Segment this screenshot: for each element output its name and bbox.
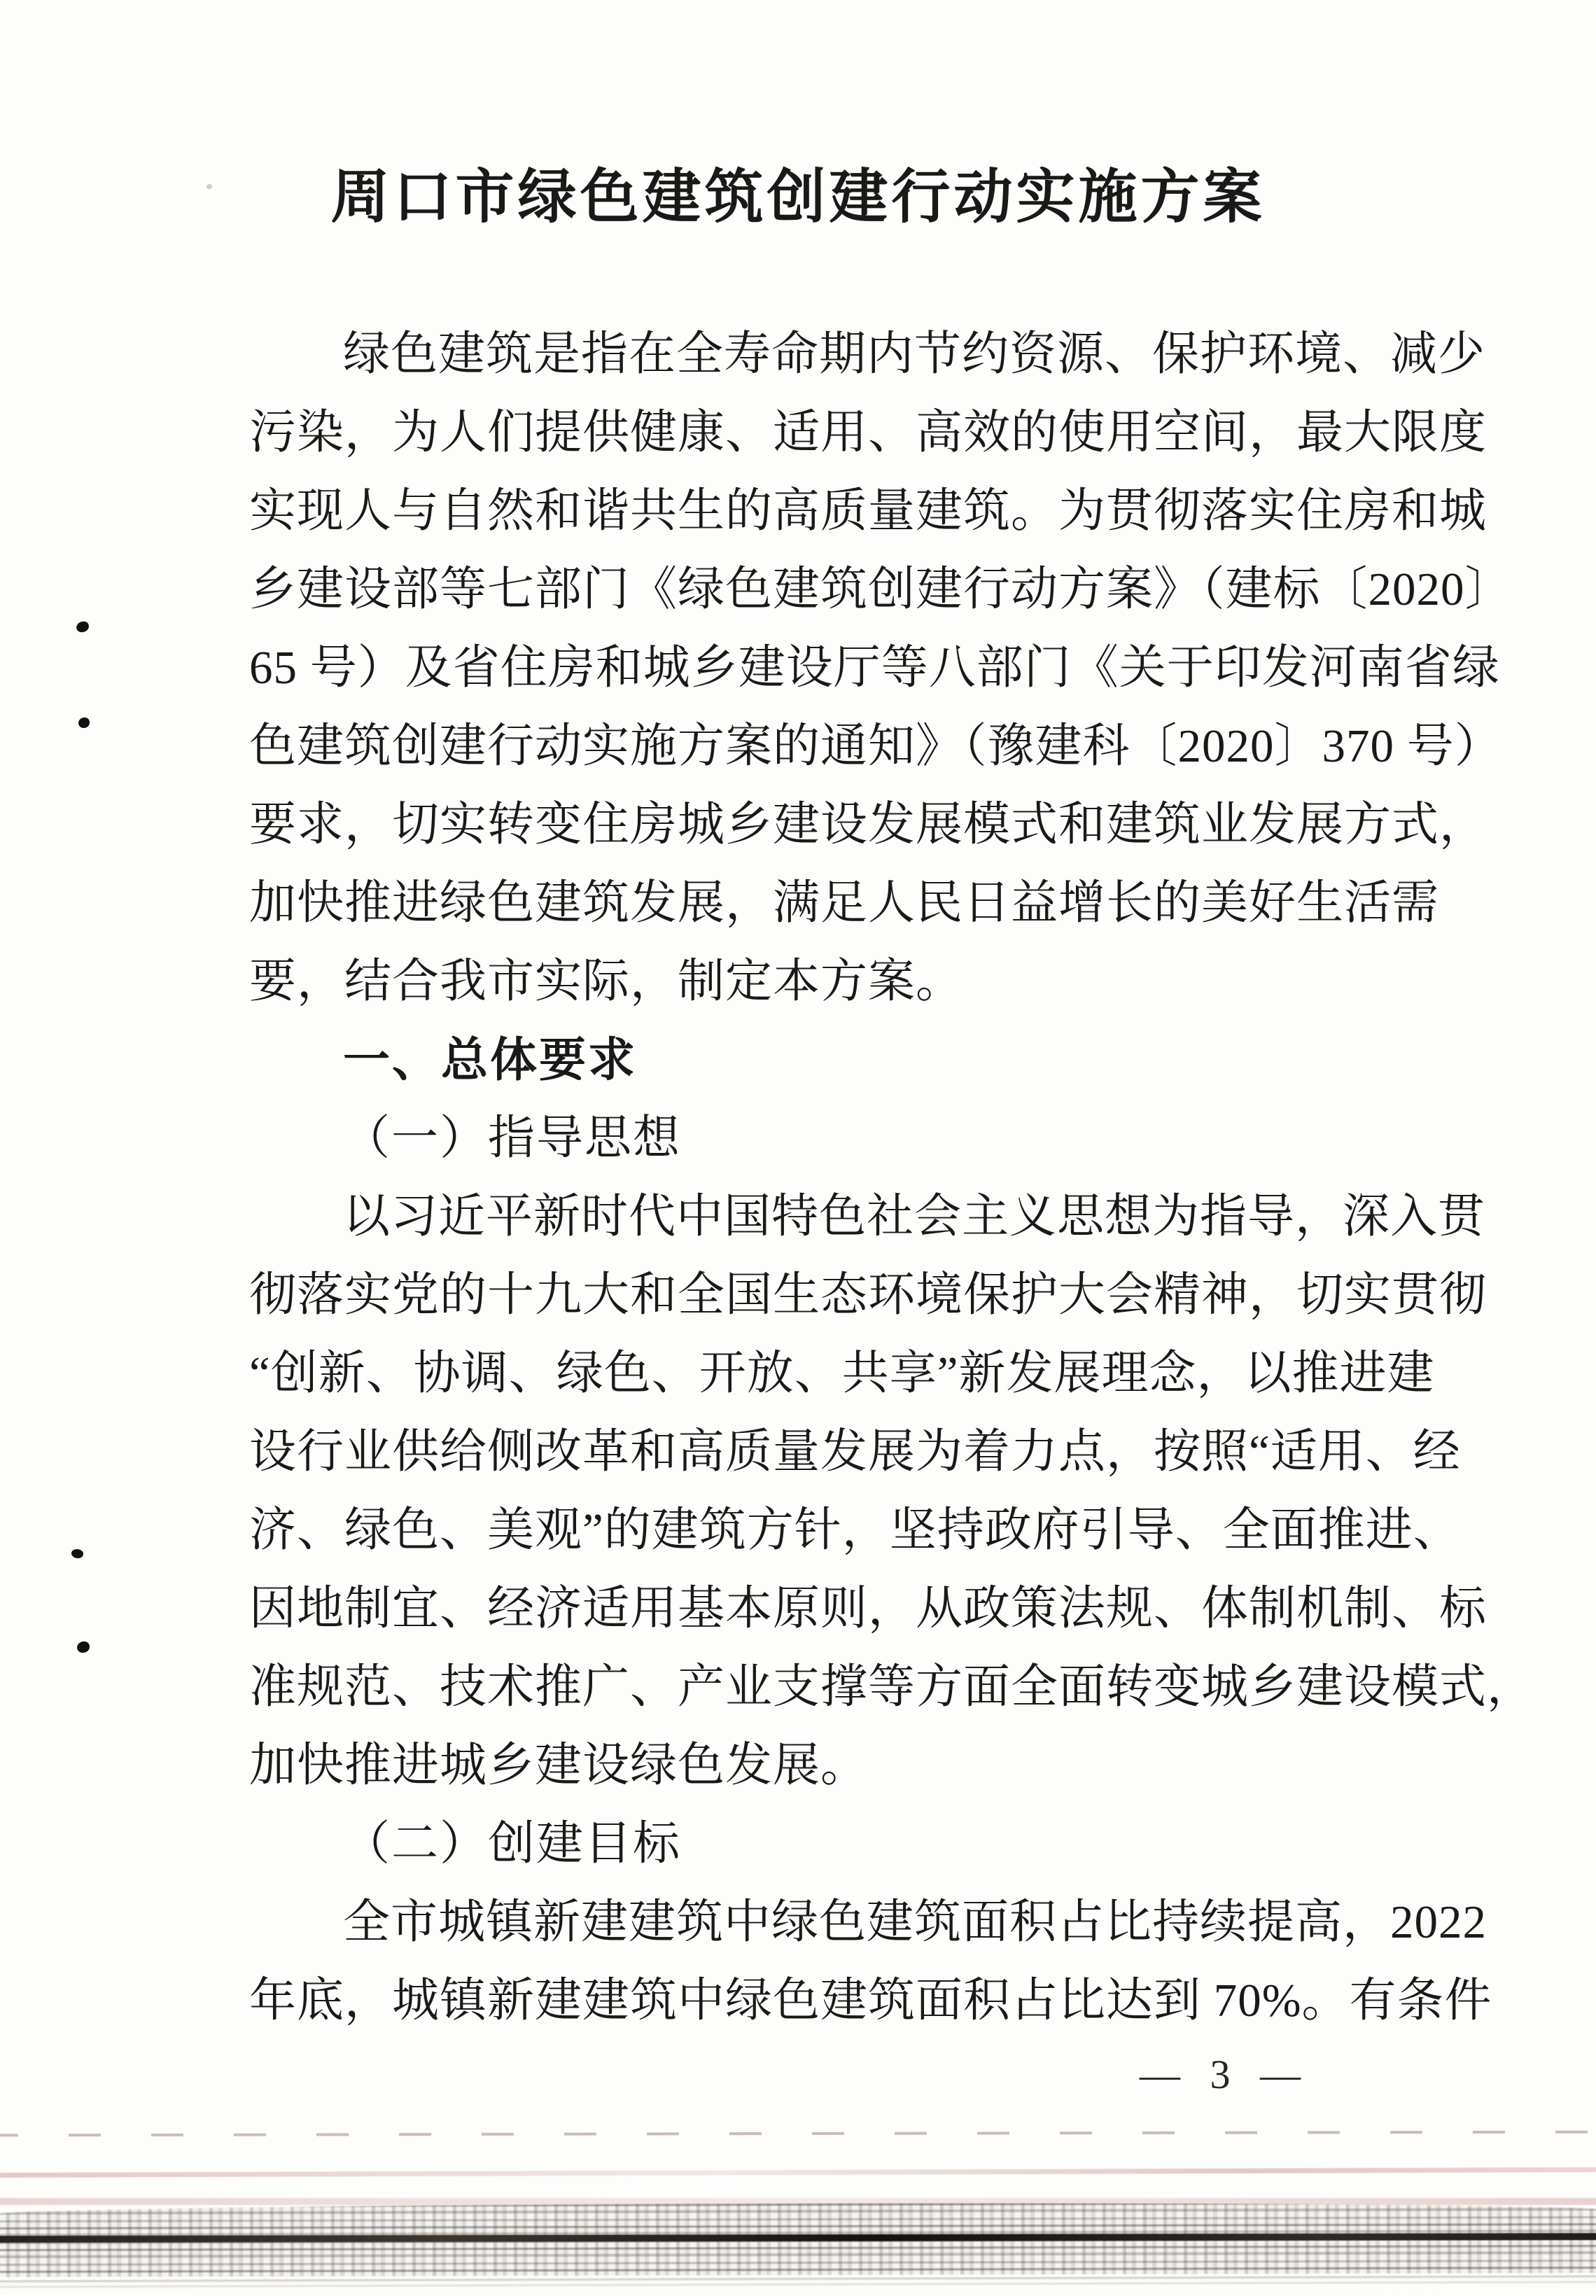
body-line: 污染，为人们提供健康、适用、高效的使用空间，最大限度 (249, 407, 1487, 458)
scan-streak (0, 2275, 1596, 2292)
subsection-heading: （二）创建目标 (343, 1818, 681, 1870)
body-line: 加快推进城乡建设绿色发展。 (249, 1740, 868, 1791)
body-line: 绿色建筑是指在全寿命期内节约资源、保护环境、减少 (343, 328, 1485, 380)
ink-speck (78, 718, 90, 728)
body-line: 设行业供给侧改革和高质量发展为着力点，按照“适用、经 (249, 1426, 1461, 1478)
document-body (249, 315, 1534, 2040)
body-line: 彻落实党的十九大和全国生态环境保护大会精神，切实贯彻 (249, 1269, 1487, 1321)
scan-streak (0, 2131, 1596, 2137)
ink-speck (71, 1548, 85, 1560)
page-number: — 3 — (1140, 2052, 1310, 2097)
ink-speck (76, 1641, 90, 1653)
body-line: 色建筑创建行动实施方案的通知》（豫建科〔2020〕370 号） (249, 720, 1502, 772)
body-line: 以习近平新时代中国特色社会主义思想为指导，深入贯 (343, 1191, 1485, 1242)
subsection-heading: （一）指导思想 (343, 1112, 681, 1164)
body-line: “创新、协调、绿色、开放、共享”新发展理念，以推进建 (249, 1348, 1435, 1399)
body-line: 全市城镇新建建筑中绿色建筑面积占比持续提高，2022 (343, 1896, 1487, 1948)
body-line: 65 号）及省住房和城乡建设厅等八部门《关于印发河南省绿 (249, 642, 1500, 694)
ink-speck (206, 184, 212, 189)
body-line: 因地制宜、经济适用基本原则，从政策法规、体制机制、标 (249, 1583, 1487, 1634)
scan-streak (0, 2167, 1596, 2178)
scanned-page-stack-edge (0, 2128, 1596, 2296)
body-line: 年底，城镇新建建筑中绿色建筑面积占比达到 70%。有条件 (249, 1975, 1492, 2026)
body-line: 要，结合我市实际，制定本方案。 (249, 955, 963, 1007)
section-heading: 一、总体要求 (343, 1032, 637, 1087)
body-line: 实现人与自然和谐共生的高质量建筑。为贯彻落实住房和城 (249, 485, 1487, 537)
body-line: 准规范、技术推广、产业支撑等方面全面转变城乡建设模式， (249, 1661, 1534, 1713)
ink-speck (76, 620, 90, 633)
body-line: 加快推进绿色建筑发展，满足人民日益增长的美好生活需 (249, 877, 1439, 929)
body-line: 要求，切实转变住房城乡建设发展模式和建筑业发展方式， (249, 799, 1487, 850)
document-title: 周口市绿色建筑创建行动实施方案 (330, 165, 1266, 230)
body-line: 乡建设部等七部门《绿色建筑创建行动方案》（建标〔2020〕 (249, 564, 1513, 615)
body-line: 济、绿色、美观”的建筑方针，坚持政府引导、全面推进、 (249, 1504, 1461, 1556)
